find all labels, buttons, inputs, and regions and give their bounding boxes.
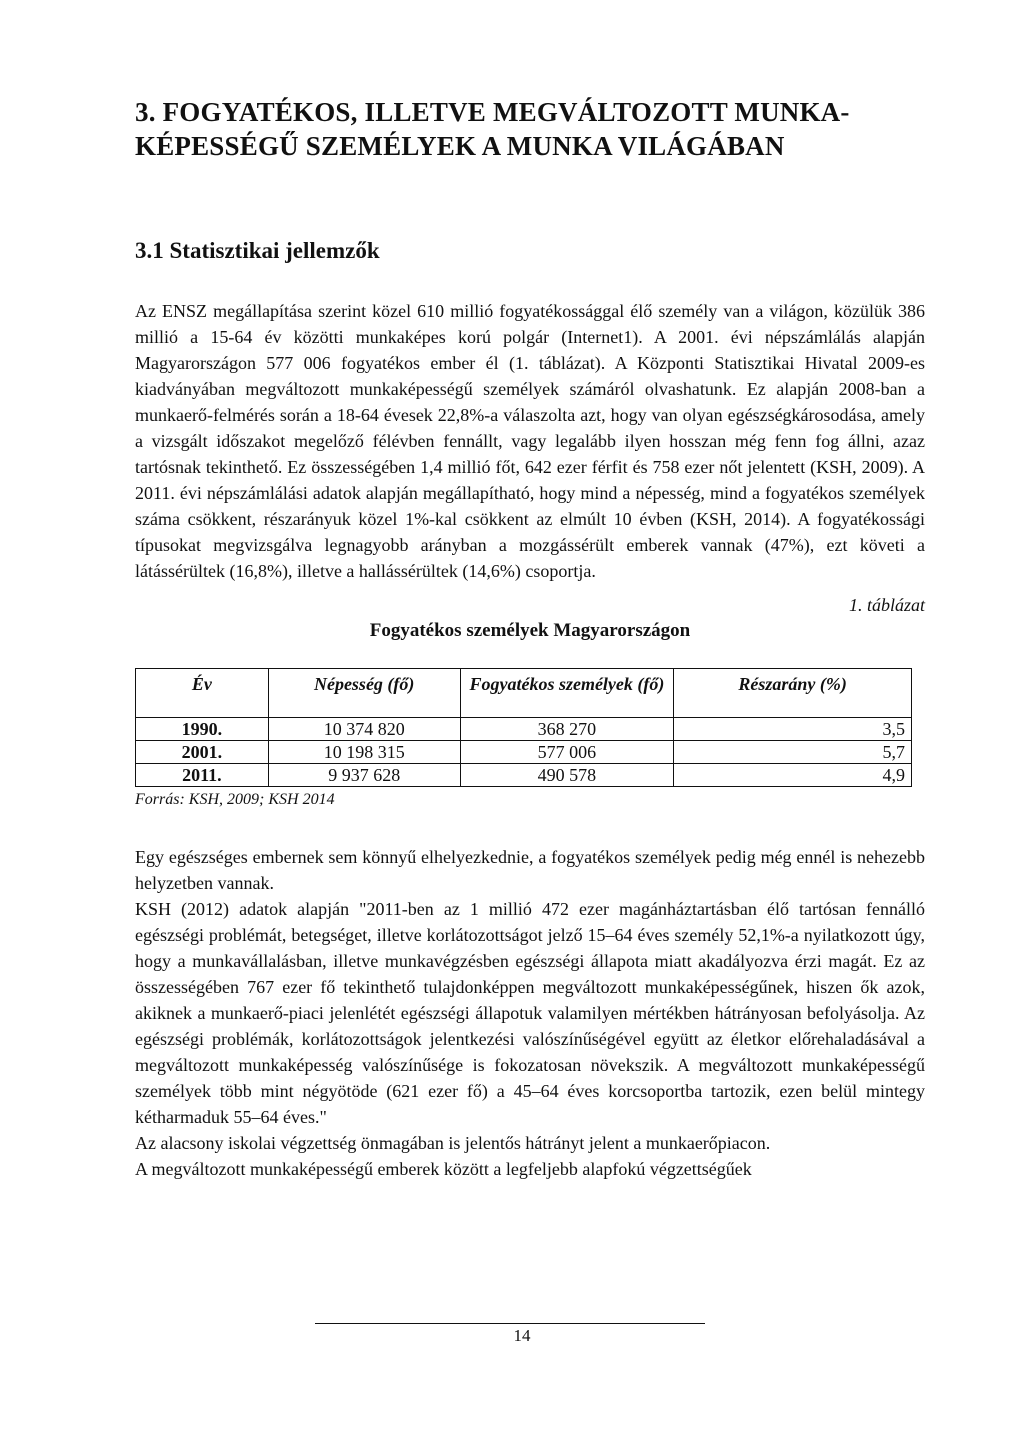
chapter-heading-line1: 3. FOGYATÉKOS, ILLETVE MEGVÁLTOZOTT MUNKA- [135,97,850,127]
header-disabled-persons: Fogyatékos személyek (fő) [460,669,674,718]
paragraph-intro: Az ENSZ megállapítása szerint közel 610 millió fogyatékossággal élő személy van a világon, közülük 386 millió a 15-64 év közötti munkaképes korú polgár (Internet1). A 2001. évi népszámlálás alapján Magyarországon 577 006 fogyatékos ember él (1. táblázat). A Központi Statisztikai Hivatal 2009-es kiadványában megváltozott munkaképességű személyek számáról olvashatunk. Ez alapján 2008-ban a munkaerő-felmérés során a 18-64 évesek 22,8%-a válaszolta azt, hogy van olyan egészségkárosodása, amely a vizsgált időszakot megelőző félévben fennállt, vagy legalább ilyen hosszan még fenn fog állni, azaz tartósnak tekinthető. Ez összességében 1,4 millió főt, 642 ezer férfit és 758 ezer nőt jelentett (KSH, 2009). A 2011. évi népszámlálási adatok alapján megállapítható, hogy mind a népesség, mind a fogyatékos személyek száma csökkent, részarányuk közel 1%-kal csökkent az elmúlt 10 évben (KSH, 2014). A fogyatékossági típusokat megvizsgálva legnagyobb arányban a mozgássérült emberek vannak (47%), ezt követi a látássérültek (16,8%), illetve a hallássérültek (14,6%) csoportja. [135,301,925,581]
cell-share: 4,9 [674,764,912,787]
table-row [136,764,912,787]
cell-share: 5,7 [674,741,912,764]
paragraph-employment: Egy egészséges embernek sem könnyű elhelyezkednie, a fogyatékos személyek pedig még ennél is nehezebb helyzetben vannak. [135,847,925,893]
table-number-label: 1. táblázat [848,595,925,615]
chapter-heading [135,95,925,163]
statistics-table [135,668,912,787]
cell-year: 2011. [136,764,269,787]
cell-population: 10 198 315 [268,741,460,764]
cell-population: 9 937 628 [268,764,460,787]
paragraph-ksh-quote: KSH (2012) adatok alapján "2011-ben az 1 millió 472 ezer magánháztartásban élő tartósan fennálló egészségi problémát, betegséget, illetve korlátozottságot jelző 15–64 éves személy 52,1%-a nyilatkozott úgy, hogy a munkavállalásban, illetve munkavégzésben egészségi állapota miatt akadályozva érzi magát. Ez az összességében 767 ezer fő tekinthető tulajdonképpen megváltozott munkaképességűnek, hiszen ők azok, akiknek a munkaerő-piaci jelenlétét egészségi állapotuk valamilyen mértékben hátrányosan befolyásolja. Az egészségi problémák, korlátozottságok jelentkezési valószínűségével együtt az életkor előrehaladásával a megváltozott munkaképesség valószínűsége is fokozatosan növekszik. A megváltozott munkaképességű személyek több mint négyötöde (621 ezer fő) a 45–64 éves korcsoportba tartozik, ezen belül mintegy kétharmaduk 55–64 éves." [135,899,925,1127]
chapter-heading-line2: KÉPESSÉGŰ SZEMÉLYEK A MUNKA VILÁGÁBAN [135,131,785,161]
header-share: Részarány (%) [674,669,912,718]
table-row [136,741,912,764]
table-row [136,718,912,741]
cell-disabled-persons: 490 578 [460,764,674,787]
page-number: 14 [513,1326,531,1345]
footer-divider [315,1323,705,1324]
paragraph-education: Az alacsony iskolai végzettség önmagában is jelentős hátrányt jelent a munkaerőpiacon. [135,1133,771,1153]
table-title: Fogyatékos személyek Magyarországon [369,620,691,641]
section-heading: 3.1 Statisztikai jellemzők [135,238,380,263]
cell-disabled-persons: 577 006 [460,741,674,764]
table-header-row [136,669,912,718]
header-population: Népesség (fő) [268,669,460,718]
table-caption [135,592,925,644]
cell-year: 1990. [136,718,269,741]
cell-population: 10 374 820 [268,718,460,741]
cell-disabled-persons: 368 270 [460,718,674,741]
cell-year: 2001. [136,741,269,764]
table-source: Forrás: KSH, 2009; KSH 2014 [135,791,335,808]
header-year: Év [136,669,269,718]
document-page [135,95,925,1182]
paragraph-education-continued: A megváltozott munkaképességű emberek között a legfeljebb alapfokú végzettségűek [135,1159,752,1179]
cell-share: 3,5 [674,718,912,741]
